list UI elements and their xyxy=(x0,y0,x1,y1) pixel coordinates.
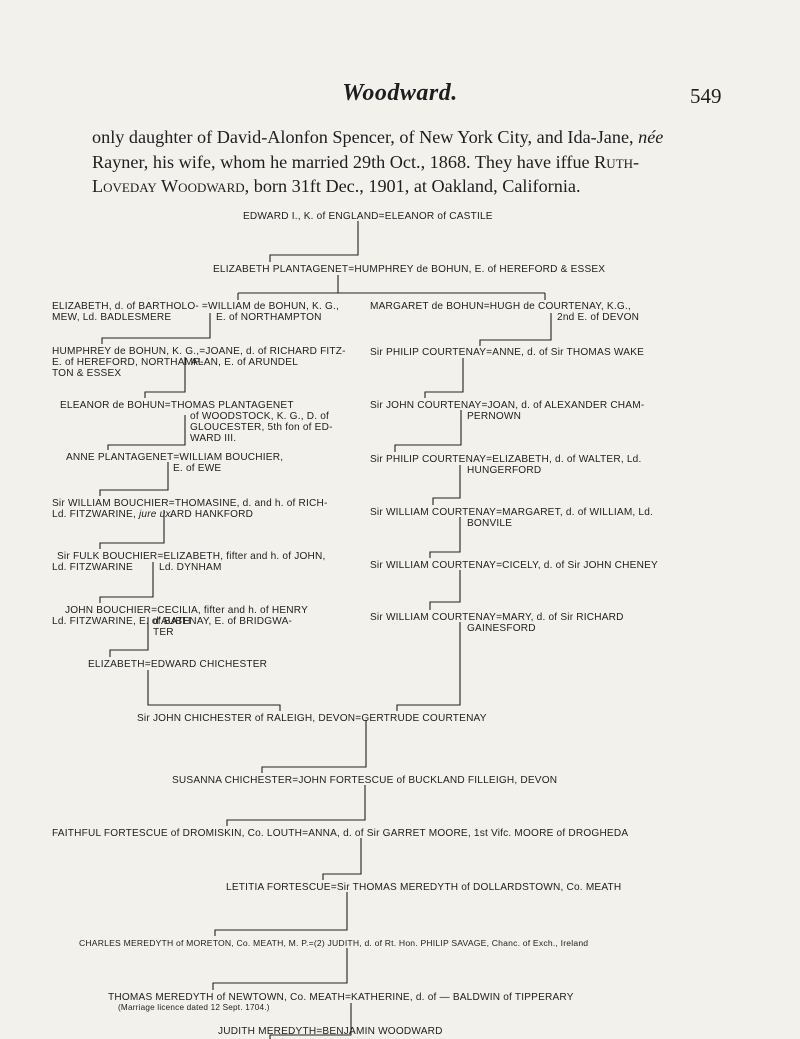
fulk-line-3: Ld. DYNHAM xyxy=(159,562,222,573)
eleanor-line-3: GLOUCESTER, 5th fon of ED- xyxy=(190,422,333,433)
elizabeth-plantagenet-line: ELIZABETH PLANTAGENET=HUMPHREY de BOHUN, E. of HEREFORD & ESSEX xyxy=(213,264,606,275)
eleanor-line-1: ELEANOR de BOHUN=THOMAS PLANTAGENET xyxy=(60,400,294,411)
john-courtenay-line-1: Sir JOHN COURTENAY=JOAN, d. of ALEXANDER CHAM- xyxy=(370,400,645,411)
fitzwarine-text: Ld. FITZWARINE, xyxy=(52,509,136,520)
running-header: Woodward. xyxy=(342,80,458,106)
william-cheney-line: Sir WILLIAM COURTENAY=CICELY, d. of Sir JOHN CHENEY xyxy=(370,560,658,571)
intro-line-3-text: born 31ft Dec., 1901, at Oakland, California. xyxy=(253,176,581,197)
letitia-line: LETITIA FORTESCUE=Sir THOMAS MEREDYTH of DOLLARDSTOWN, Co. MEATH xyxy=(226,882,622,893)
intro-line-2-text: Rayner, his wife, whom he married 29th Oct., 1868. They have iffue xyxy=(92,151,590,172)
faithful-line: FAITHFUL FORTESCUE of DROMISKIN, Co. LOUTH=ANNA, d. of Sir GARRET MOORE, 1st Vifc. MOORE of DROGHEDA xyxy=(52,828,629,839)
badlesmere-line-2: MEW, Ld. BADLESMERE xyxy=(52,312,172,323)
margaret-bohun-line-2: 2nd E. of DEVON xyxy=(557,312,640,323)
philip-hungerford-line-1: Sir PHILIP COURTENAY=ELIZABETH, d. of WALTER, Ld. xyxy=(370,454,642,465)
john-bouchier-line-1: JOHN BOUCHIER=CECILIA, fifter and h. of HENRY xyxy=(65,605,309,616)
badlesmere-line-1: ELIZABETH, d. of BARTHOLO- =WILLIAM de BOHUN, K. G., xyxy=(52,301,340,312)
william-gainesford-line-1: Sir WILLIAM COURTENAY=MARY, d. of Sir RICHARD xyxy=(370,612,624,623)
eleanor-line-4: WARD III. xyxy=(190,433,237,444)
william-bonvile-line-2: BONVILE xyxy=(467,518,513,529)
sir-william-bouchier-line-1: Sir WILLIAM BOUCHIER=THOMASINE, d. and h. of RICH- xyxy=(52,498,328,509)
humphrey-line-3: ALAN, E. of ARUNDEL xyxy=(191,357,299,368)
anne-line-1: ANNE PLANTAGENET=WILLIAM BOUCHIER, xyxy=(66,452,284,463)
sir-william-bouchier-line-2 xyxy=(52,509,174,520)
humphrey-line-4: TON & ESSEX xyxy=(52,368,122,379)
margaret-bohun-line-1: MARGARET de BOHUN=HUGH de COURTENAY, K.G., xyxy=(370,301,631,312)
jure-ux-italic: jure ux. xyxy=(138,509,174,520)
nee-italic: née xyxy=(638,127,664,147)
fulk-line-1: Sir FULK BOUCHIER=ELIZABETH, fifter and h. of JOHN, xyxy=(57,551,326,562)
badlesmere-line-3: E. of NORTHAMPTON xyxy=(216,312,322,323)
eleanor-line-2: of WOODSTOCK, K. G., D. of xyxy=(190,411,330,422)
philip-wake-line: Sir PHILIP COURTENAY=ANNE, d. of Sir THOMAS WAKE xyxy=(370,347,645,358)
judith-line: JUDITH MEREDYTH=BENJAMIN WOODWARD xyxy=(218,1026,443,1037)
john-chichester-line: Sir JOHN CHICHESTER of RALEIGH, DEVON=GERTRUDE COURTENAY xyxy=(137,713,487,724)
humphrey-line-1: HUMPHREY de BOHUN, K. G.,=JOANE, d. of RICHARD FITZ- xyxy=(52,346,346,357)
thomas-line-2: (Marriage licence dated 12 Sept. 1704.) xyxy=(118,1003,270,1012)
anne-line-2: E. of EWE xyxy=(173,463,222,474)
john-bouchier-line-3: d'AUBENAY, E. of BRIDGWA- xyxy=(153,616,293,627)
edward-eleanor-line: EDWARD I., K. of ENGLAND=ELEANOR of CASTILE xyxy=(243,211,493,222)
ruth-name: Ruth- xyxy=(594,151,640,172)
elizabeth-chichester-line: ELIZABETH=EDWARD CHICHESTER xyxy=(88,659,268,670)
philip-hungerford-line-2: HUNGERFORD xyxy=(467,465,542,476)
john-bouchier-line-4: TER xyxy=(153,627,174,638)
william-bonvile-line-1: Sir WILLIAM COURTENAY=MARGARET, d. of WILLIAM, Ld. xyxy=(370,507,654,518)
fulk-line-2: Ld. FITZWARINE xyxy=(52,562,133,573)
page-number: 549 xyxy=(690,84,722,108)
intro-line-1-text: only daughter of David-Alonfon Spencer, of New York City, and Ida-Jane, xyxy=(92,127,634,147)
john-bouchier-line-2: Ld. FITZWARINE, E. of BATH xyxy=(52,616,191,627)
susanna-line: SUSANNA CHICHESTER=JOHN FORTESCUE of BUCKLAND FILLEIGH, DEVON xyxy=(172,775,558,786)
charles-line: CHARLES MEREDYTH of MORETON, Co. MEATH, M. P.=(2) JUDITH, d. of Rt. Hon. PHILIP SAVAGE, Chanc. of Exch., Ireland xyxy=(79,938,589,948)
john-courtenay-line-2: PERNOWN xyxy=(467,411,522,422)
humphrey-line-2: E. of HEREFORD, NORTHAMP- xyxy=(52,357,204,368)
thomas-line-1: THOMAS MEREDYTH of NEWTOWN, Co. MEATH=KATHERINE, d. of — BALDWIN of TIPPERARY xyxy=(108,992,574,1003)
sir-william-bouchier-line-3: ARD HANKFORD xyxy=(170,509,254,520)
loveday-name: Loveday Woodward, xyxy=(92,176,250,197)
william-gainesford-line-2: GAINESFORD xyxy=(467,623,536,634)
